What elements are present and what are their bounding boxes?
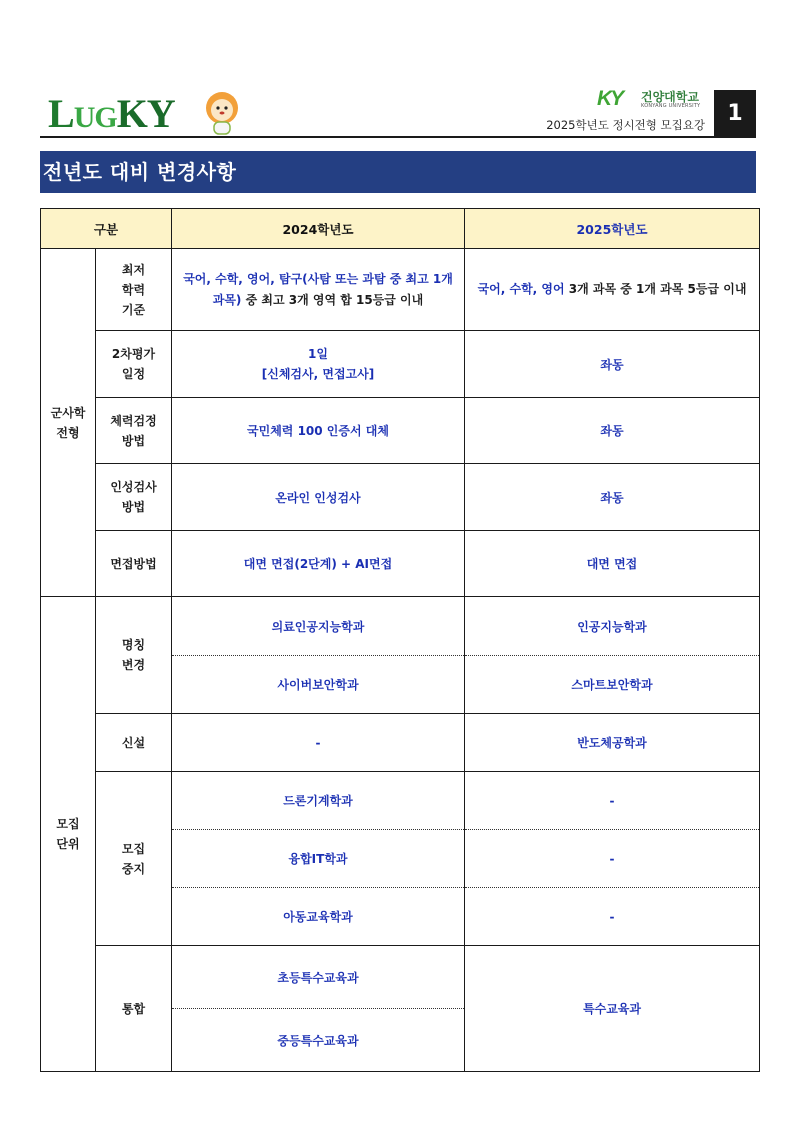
table-row bbox=[41, 464, 760, 531]
sub-min-score: 최저 학력 기준 bbox=[96, 249, 172, 331]
header-2025: 2025학년도 bbox=[465, 209, 760, 249]
sub-personality: 인성검사 방법 bbox=[96, 464, 172, 531]
university-mark: KY bbox=[597, 87, 623, 110]
lion-mascot-icon bbox=[202, 90, 242, 136]
category-military: 군사학 전형 bbox=[41, 249, 96, 597]
cell-2024-fitness: 국민체력 100 인증서 대체 bbox=[172, 398, 465, 464]
cell-2024-min-score: 국어, 수학, 영어, 탐구(사탐 또는 과탐 중 최고 1개 과목) 중 최고 3개 영역 합 15등급 이내 bbox=[172, 249, 465, 331]
cell-2025-new: 반도체공학과 bbox=[465, 714, 760, 772]
cell-2025-interview: 대면 면접 bbox=[465, 531, 760, 597]
table-row bbox=[41, 398, 760, 464]
table-header-row bbox=[41, 209, 760, 249]
cell-2025-merge: 특수교육과 bbox=[465, 946, 760, 1072]
cell-2025-min-score: 국어, 수학, 영어 3개 과목 중 1개 과목 5등급 이내 bbox=[465, 249, 760, 331]
table-row bbox=[41, 249, 760, 331]
header-divider bbox=[40, 136, 756, 138]
page-number: 1 bbox=[714, 90, 756, 136]
table-row bbox=[41, 331, 760, 398]
cell-2025-rename-1: 인공지능학과 bbox=[465, 597, 760, 656]
cell-2024-stop-2: 융합IT학과 bbox=[172, 830, 465, 888]
sub-new: 신설 bbox=[96, 714, 172, 772]
university-logo bbox=[597, 88, 707, 112]
category-units: 모집 단위 bbox=[41, 597, 96, 1072]
sub-merge: 통합 bbox=[96, 946, 172, 1072]
university-name-en: KONYANG UNIVERSITY bbox=[641, 103, 701, 109]
header-category: 구분 bbox=[41, 209, 172, 249]
cell-2024-personality: 온라인 인성검사 bbox=[172, 464, 465, 531]
cell-2025-schedule: 좌동 bbox=[465, 331, 760, 398]
cell-2025-personality: 좌동 bbox=[465, 464, 760, 531]
table-row bbox=[41, 946, 760, 1009]
sub-rename: 명칭 변경 bbox=[96, 597, 172, 714]
cell-2024-schedule: 1일 [신체검사, 면접고사] bbox=[172, 331, 465, 398]
section-banner: 전년도 대비 변경사항 bbox=[40, 151, 756, 193]
cell-2025-rename-2: 스마트보안학과 bbox=[465, 656, 760, 714]
cell-2024-rename-1: 의료인공지능학과 bbox=[172, 597, 465, 656]
cell-2025-stop-3: - bbox=[465, 888, 760, 946]
table-row bbox=[41, 531, 760, 597]
cell-2025-stop-2: - bbox=[465, 830, 760, 888]
sub-fitness: 체력검정 방법 bbox=[96, 398, 172, 464]
lucky-logo-text: LUGKY bbox=[48, 91, 175, 136]
cell-2024-merge-1: 초등특수교육과 bbox=[172, 946, 465, 1009]
sub-schedule: 2차평가 일정 bbox=[96, 331, 172, 398]
table-row bbox=[41, 714, 760, 772]
cell-2024-stop-1: 드론기계학과 bbox=[172, 772, 465, 830]
cell-2024-stop-3: 아동교육학과 bbox=[172, 888, 465, 946]
header-2024: 2024학년도 bbox=[172, 209, 465, 249]
cell-2024-merge-2: 중등특수교육과 bbox=[172, 1009, 465, 1072]
cell-2025-fitness: 좌동 bbox=[465, 398, 760, 464]
changes-table bbox=[40, 208, 760, 1072]
university-name: 건양대학교 bbox=[641, 90, 699, 104]
table-row bbox=[41, 597, 760, 656]
cell-2024-rename-2: 사이버보안학과 bbox=[172, 656, 465, 714]
sub-stop: 모집 중지 bbox=[96, 772, 172, 946]
sub-interview: 면접방법 bbox=[96, 531, 172, 597]
cell-2024-new: - bbox=[172, 714, 465, 772]
cell-2025-stop-1: - bbox=[465, 772, 760, 830]
document-title: 2025학년도 정시전형 모집요강 bbox=[546, 118, 705, 132]
cell-2024-interview: 대면 면접(2단계) + AI면접 bbox=[172, 531, 465, 597]
table-row bbox=[41, 772, 760, 830]
